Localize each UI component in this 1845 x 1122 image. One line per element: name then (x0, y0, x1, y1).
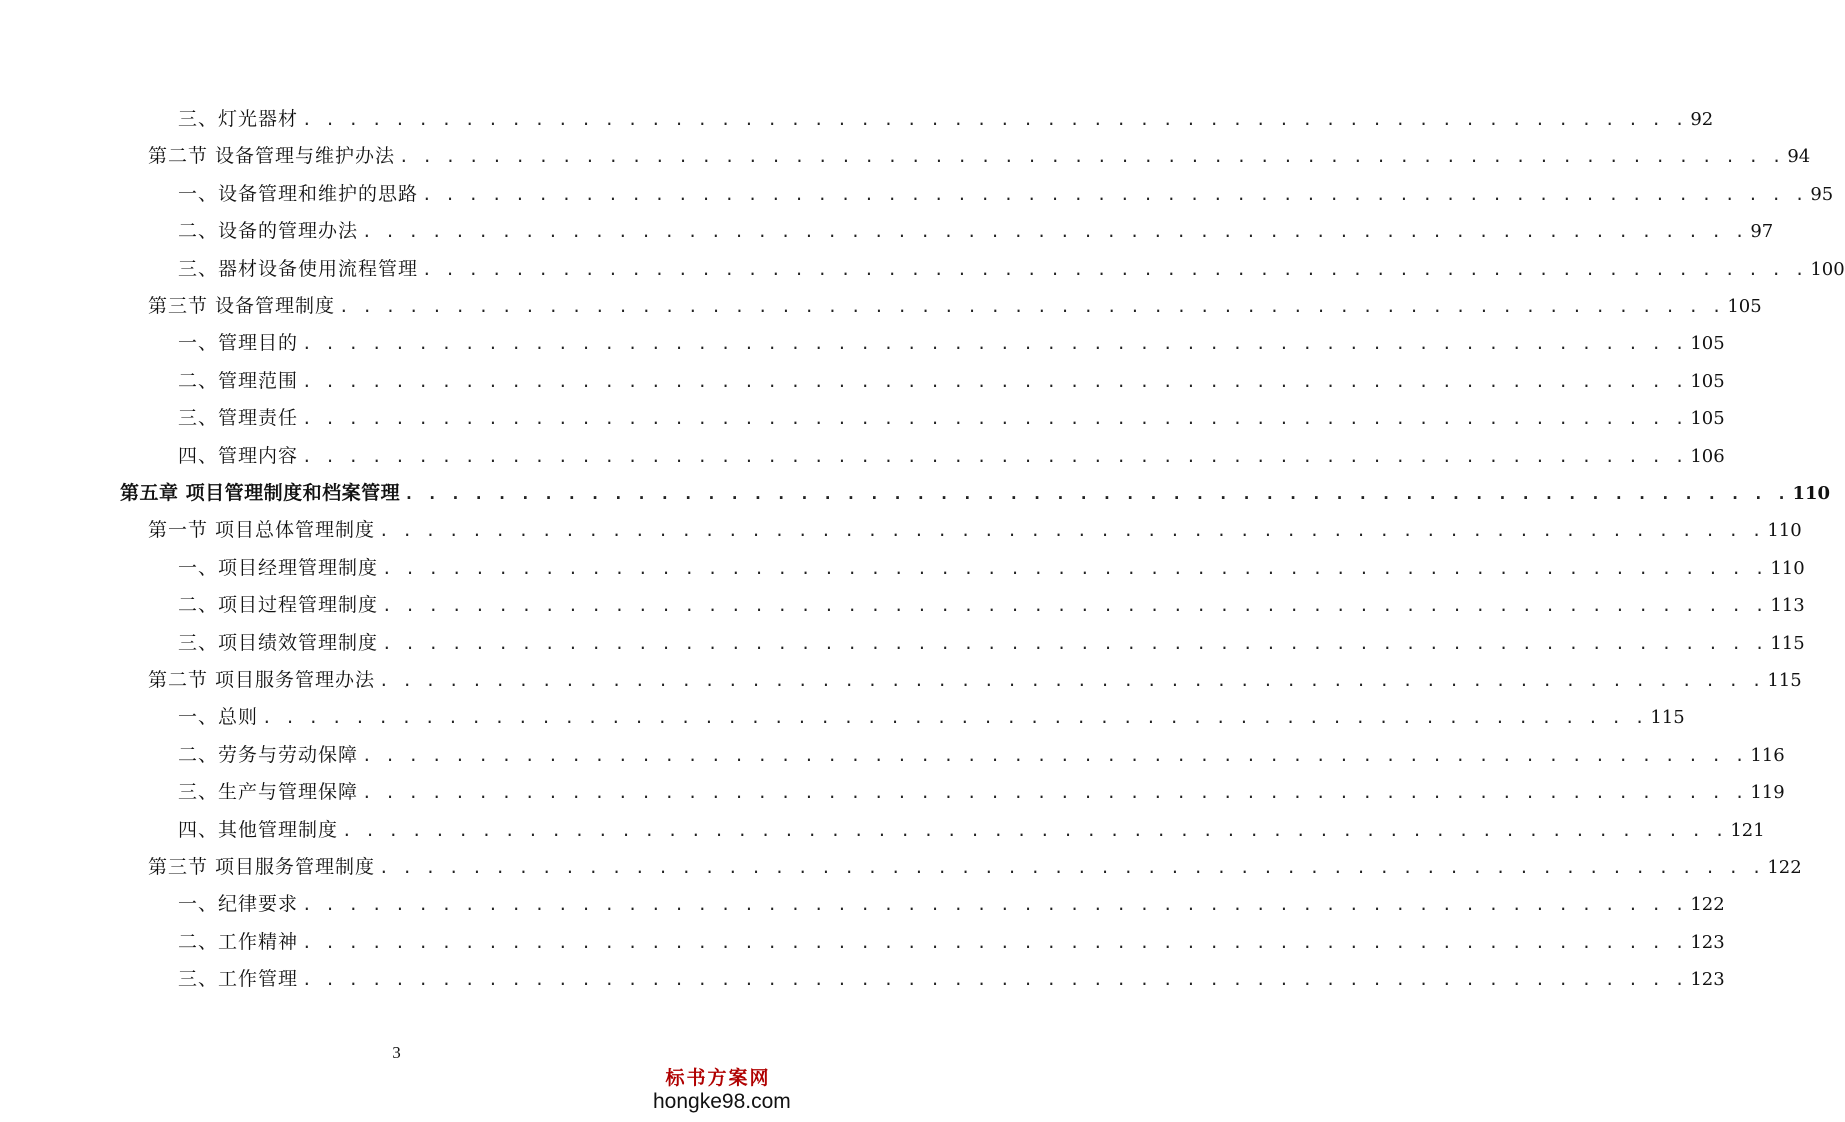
toc-dot-leader: . . . . . . . . . . . . . . . . . . . . . . . . . . . . . . . . . . . . . . . . . . . . . . . . . . . . . . . . . . . . (362, 783, 1747, 803)
toc-entry-page: 110 (1770, 557, 1805, 579)
toc-entry-page: 95 (1810, 183, 1834, 205)
toc-entry-label: 一、纪律要求 (178, 893, 299, 916)
toc-entry-label: 二、项目过程管理制度 (178, 594, 379, 617)
toc-entry-page: 115 (1767, 670, 1802, 691)
toc-entry-page: 105 (1690, 408, 1725, 430)
toc-entry-item[interactable] (178, 961, 1725, 998)
toc-dot-leader: . . . . . . . . . . . . . . . . . . . . . . . . . . . . . . . . . . . . . . . . . . . . . . . . . . . . . . . . . . . . (379, 521, 1764, 541)
toc-entry-page: 94 (1787, 146, 1811, 168)
toc-dot-leader: . . . . . . . . . . . . . . . . . . . . . . . . . . . . . . . . . . . . . . . . . . . . . . . . . . . . . . . . . . . . (422, 259, 1807, 279)
toc-entry-label: 三、器材设备使用流程管理 (178, 257, 419, 280)
toc-entry-page: 123 (1690, 969, 1725, 991)
toc-entry-page: 92 (1690, 109, 1714, 130)
toc-dot-leader: . . . . . . . . . . . . . . . . . . . . . . . . . . . . . . . . . . . . . . . . . . . . . . . . . . . . . . . . . . . . (339, 297, 1724, 316)
toc-dot-leader: . . . . . . . . . . . . . . . . . . . . . . . . . . . . . . . . . . . . . . . . . . . . . . . . . . . . . . . . . . . . (302, 409, 1687, 429)
toc-entry-label: 二、工作精神 (178, 930, 299, 953)
toc-entry-label: 第三节 设备管理制度 (148, 295, 336, 317)
toc-entry-item[interactable] (178, 251, 1845, 288)
toc-entry-item[interactable] (178, 213, 1774, 250)
toc-entry-page: 110 (1767, 520, 1802, 542)
toc-dot-leader: . . . . . . . . . . . . . . . . . . . . . . . . . . . . . . . . . . . . . . . . . . . . . . . . . . . . . . . . . . . . (302, 446, 1687, 466)
toc-entry-label: 第二节 项目服务管理办法 (148, 669, 376, 691)
toc-entry-page: 115 (1650, 707, 1685, 729)
toc-entry-label: 第五章 项目管理制度和档案管理 (120, 482, 401, 504)
toc-entry-label: 三、项目绩效管理制度 (178, 631, 379, 654)
watermark-name: 标书方案网 (665, 1067, 771, 1089)
toc-entry-label: 一、管理目的 (178, 332, 299, 355)
toc-entry-section[interactable] (148, 849, 1802, 886)
toc-entry-item[interactable] (178, 101, 1714, 138)
toc-entry-item[interactable] (178, 886, 1725, 923)
toc-dot-leader: . . . . . . . . . . . . . . . . . . . . . . . . . . . . . . . . . . . . . . . . . . . . . . . . . . . . . . . . . . . . (379, 858, 1764, 877)
toc-entry-section[interactable] (148, 138, 1811, 175)
toc-entry-page: 105 (1690, 370, 1725, 392)
toc-entry-item[interactable] (178, 176, 1834, 213)
toc-entry-page: 106 (1690, 445, 1725, 467)
toc-dot-leader: . . . . . . . . . . . . . . . . . . . . . . . . . . . . . . . . . . . . . . . . . . . . . . . . . . . . . . . . . . . . (422, 184, 1807, 204)
toc-entry-item[interactable] (178, 325, 1725, 362)
toc-entry-item[interactable] (178, 400, 1725, 437)
toc-entry-label: 二、管理范围 (178, 369, 299, 392)
toc-dot-leader: . . . . . . . . . . . . . . . . . . . . . . . . . . . . . . . . . . . . . . . . . . . . . . . . . . . . . . . . . . . . (302, 110, 1687, 129)
toc-entry-item[interactable] (178, 812, 1765, 849)
toc-entry-label: 二、劳务与劳动保障 (178, 743, 359, 766)
toc-dot-leader: . . . . . . . . . . . . . . . . . . . . . . . . . . . . . . . . . . . . . . . . . . . . . . . . . . . . . . . . . . . . (262, 708, 1647, 728)
toc-entry-item[interactable] (178, 625, 1805, 662)
toc-entry-label: 一、设备管理和维护的思路 (178, 182, 419, 205)
toc-entry-page: 119 (1750, 782, 1785, 804)
toc-entry-page: 105 (1727, 296, 1762, 317)
toc-entry-item[interactable] (178, 363, 1725, 400)
toc-dot-leader: . . . . . . . . . . . . . . . . . . . . . . . . . . . . . . . . . . . . . . . . . . . . . . . . . . . . . . . . . . . . (382, 596, 1767, 616)
toc-dot-leader: . . . . . . . . . . . . . . . . . . . . . . . . . . . . . . . . . . . . . . . . . . . . . . . . . . . . . . . . . . . . (302, 334, 1687, 354)
toc-dot-leader: . . . . . . . . . . . . . . . . . . . . . . . . . . . . . . . . . . . . . . . . . . . . . . . . . . . . . . . . . . . . (302, 371, 1687, 391)
toc-entry-label: 四、其他管理制度 (178, 818, 339, 841)
toc-entry-label: 第二节 设备管理与维护办法 (148, 145, 396, 168)
toc-dot-leader: . . . . . . . . . . . . . . . . . . . . . . . . . . . . . . . . . . . . . . . . . . . . . . . . . . . . . . . . . . . . (404, 484, 1789, 503)
toc-dot-leader: . . . . . . . . . . . . . . . . . . . . . . . . . . . . . . . . . . . . . . . . . . . . . . . . . . . . . . . . . . . . (302, 932, 1687, 952)
toc-entry-page: 123 (1690, 931, 1725, 953)
toc-entry-item[interactable] (178, 924, 1725, 961)
page-number: 3 (392, 1043, 401, 1062)
toc-dot-leader: . . . . . . . . . . . . . . . . . . . . . . . . . . . . . . . . . . . . . . . . . . . . . . . . . . . . . . . . . . . . (302, 895, 1687, 915)
toc-entry-page: 116 (1750, 744, 1785, 766)
toc-entry-page: 105 (1690, 333, 1725, 355)
toc-entry-label: 四、管理内容 (178, 444, 299, 467)
toc-entry-label: 第一节 项目总体管理制度 (148, 519, 376, 542)
toc-entry-page: 100 (1810, 258, 1845, 280)
toc-entry-section[interactable] (148, 288, 1762, 325)
toc-dot-leader: . . . . . . . . . . . . . . . . . . . . . . . . . . . . . . . . . . . . . . . . . . . . . . . . . . . . . . . . . . . . (382, 558, 1767, 578)
toc-entry-item[interactable] (178, 550, 1805, 587)
toc-entry-chapter[interactable] (120, 475, 1831, 512)
toc-entry-page: 121 (1730, 819, 1765, 841)
toc-entry-item[interactable] (178, 699, 1685, 736)
toc-entry-item[interactable] (178, 774, 1785, 811)
toc-entry-label: 一、总则 (178, 706, 259, 729)
toc-entry-label: 三、灯光器材 (178, 108, 299, 130)
toc-entry-label: 二、设备的管理办法 (178, 220, 359, 243)
toc-entry-label: 三、生产与管理保障 (178, 781, 359, 804)
toc-dot-leader: . . . . . . . . . . . . . . . . . . . . . . . . . . . . . . . . . . . . . . . . . . . . . . . . . . . . . . . . . . . . (379, 671, 1764, 690)
toc-dot-leader: . . . . . . . . . . . . . . . . . . . . . . . . . . . . . . . . . . . . . . . . . . . . . . . . . . . . . . . . . . . . (382, 633, 1767, 653)
toc-entry-page: 110 (1792, 483, 1831, 504)
toc-dot-leader: . . . . . . . . . . . . . . . . . . . . . . . . . . . . . . . . . . . . . . . . . . . . . . . . . . . . . . . . . . . . (302, 970, 1687, 990)
site-watermark (653, 1066, 791, 1114)
toc-dot-leader: . . . . . . . . . . . . . . . . . . . . . . . . . . . . . . . . . . . . . . . . . . . . . . . . . . . . . . . . . . . . (342, 820, 1727, 840)
toc-entry-label: 第三节 项目服务管理制度 (148, 856, 376, 878)
toc-dot-leader: . . . . . . . . . . . . . . . . . . . . . . . . . . . . . . . . . . . . . . . . . . . . . . . . . . . . . . . . . . . . (399, 147, 1784, 167)
toc-entry-section[interactable] (148, 512, 1802, 549)
toc-entry-page: 122 (1767, 857, 1802, 878)
toc-dot-leader: . . . . . . . . . . . . . . . . . . . . . . . . . . . . . . . . . . . . . . . . . . . . . . . . . . . . . . . . . . . . (362, 745, 1747, 765)
toc-entry-label: 一、项目经理管理制度 (178, 556, 379, 579)
toc-entry-page: 113 (1770, 595, 1805, 617)
toc-entry-label: 三、管理责任 (178, 407, 299, 430)
toc-entry-item[interactable] (178, 737, 1785, 774)
toc-entry-item[interactable] (178, 438, 1725, 475)
watermark-url: hongke98.com (653, 1090, 791, 1113)
toc-entry-page: 97 (1750, 221, 1774, 243)
toc-entry-item[interactable] (178, 587, 1805, 624)
toc-entry-page: 122 (1690, 894, 1725, 916)
toc-entry-section[interactable] (148, 662, 1802, 699)
toc-entry-page: 115 (1770, 632, 1805, 654)
toc-entry-label: 三、工作管理 (178, 968, 299, 991)
toc-dot-leader: . . . . . . . . . . . . . . . . . . . . . . . . . . . . . . . . . . . . . . . . . . . . . . . . . . . . . . . . . . . . (362, 222, 1747, 242)
